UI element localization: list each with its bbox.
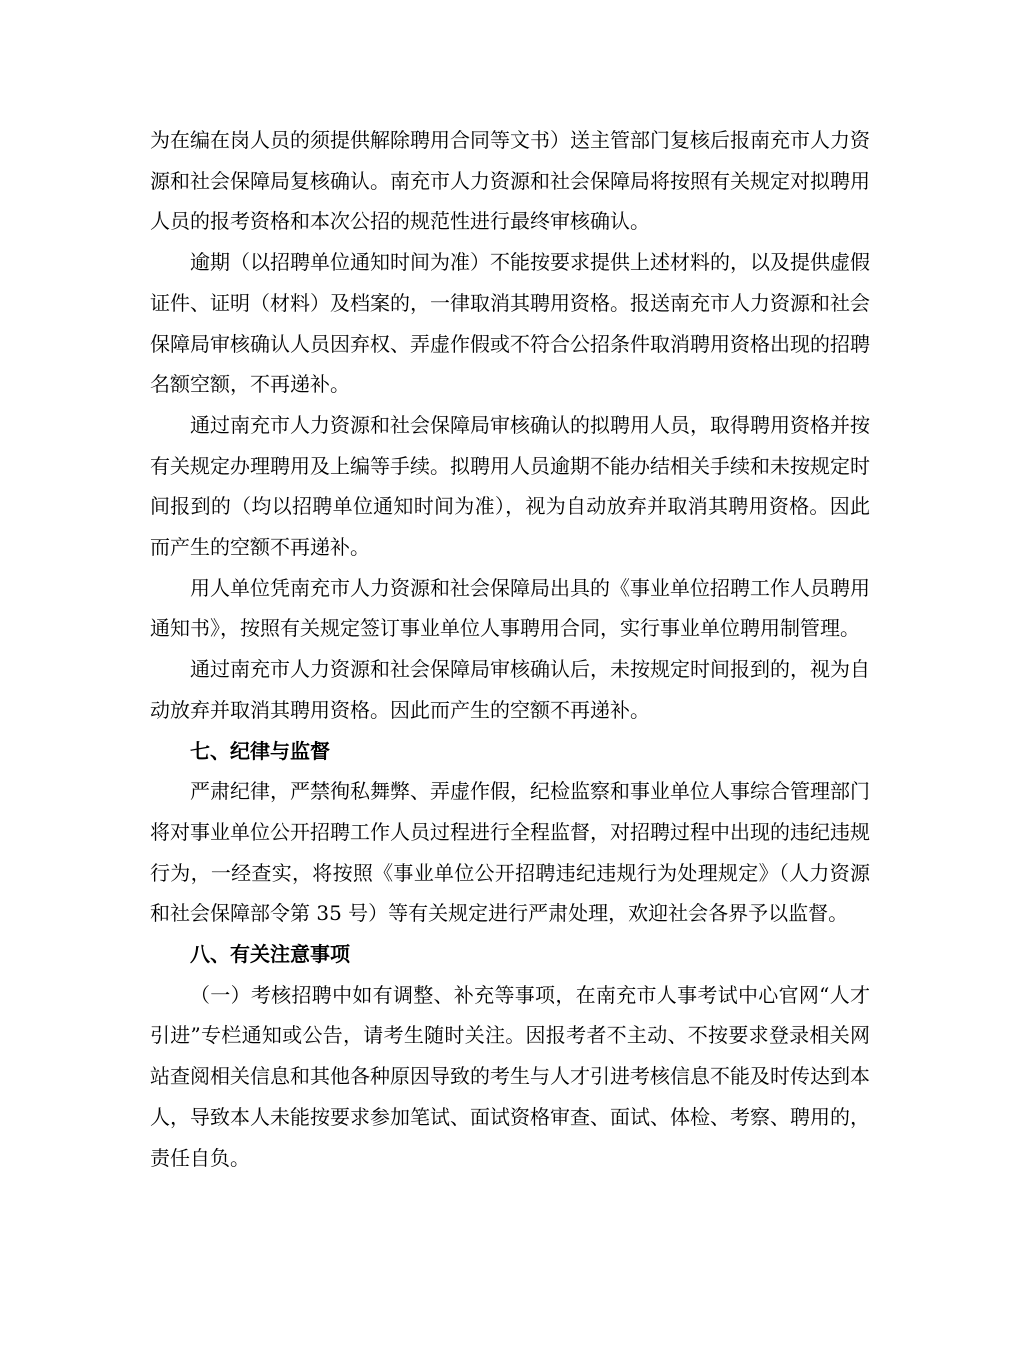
section-7-heading: 七、纪律与监督 [190, 738, 330, 763]
document-page [150, 120, 870, 1178]
paragraph-continuation: 为在编在岗人员的须提供解除聘用合同等文书）送主管部门复核后报南充市人力资源和社会保障局复核确认。南充市人力资源和社会保障局将按照有关规定对拟聘用人员的报考资格和本次公招的规范性进行最终审核确认。 [150, 128, 870, 234]
section-8-heading: 八、有关注意事项 [190, 942, 350, 967]
paragraph-overdue: 逾期（以招聘单位通知时间为准）不能按要求提供上述材料的，以及提供虚假证件、证明（材料）及档案的，一律取消其聘用资格。报送南充市人力资源和社会保障局审核确认人员因弃权、弄虚作假或不符合公招条件取消聘用资格出现的招聘名额空额，不再递补。 [150, 250, 870, 397]
paragraph-approved-hires: 通过南充市人力资源和社会保障局审核确认的拟聘用人员，取得聘用资格并按有关规定办理聘用及上编等手续。拟聘用人员逾期不能办结相关手续和未按规定时间报到的（均以招聘单位通知时间为准），视为自动放弃并取消其聘用资格。因此而产生的空额不再递补。 [150, 412, 870, 560]
paragraph-late-report: 通过南充市人力资源和社会保障局审核确认后，未按规定时间报到的，视为自动放弃并取消其聘用资格。因此而产生的空额不再递补。 [150, 657, 870, 722]
paragraph-employment-notice: 用人单位凭南充市人力资源和社会保障局出具的《事业单位招聘工作人员聘用通知书》，按照有关规定签订事业单位人事聘用合同，实行事业单位聘用制管理。 [150, 575, 870, 641]
section-8-paragraph: （一）考核招聘中如有调整、补充等事项，在南充市人事考试中心官网“人才引进”专栏通知或公告，请考生随时关注。因报考者不主动、不按要求登录相关网站查阅相关信息和其他各种原因导致的考生与人才引进考核信息不能及时传达到本人，导致本人未能按要求参加笔试、面试资格审查、面试、体检、考察、聘用的，责任自负。 [150, 982, 870, 1170]
section-7-paragraph: 严肃纪律，严禁徇私舞弊、弄虚作假，纪检监察和事业单位人事综合管理部门将对事业单位公开招聘工作人员过程进行全程监督，对招聘过程中出现的违纪违规行为，一经查实，将按照《事业单位公开招聘违纪违规行为处理规定》（人力资源和社会保障部令第 35 号）等有关规定进行严肃处理，欢迎社会各界予以监督。 [150, 779, 870, 926]
